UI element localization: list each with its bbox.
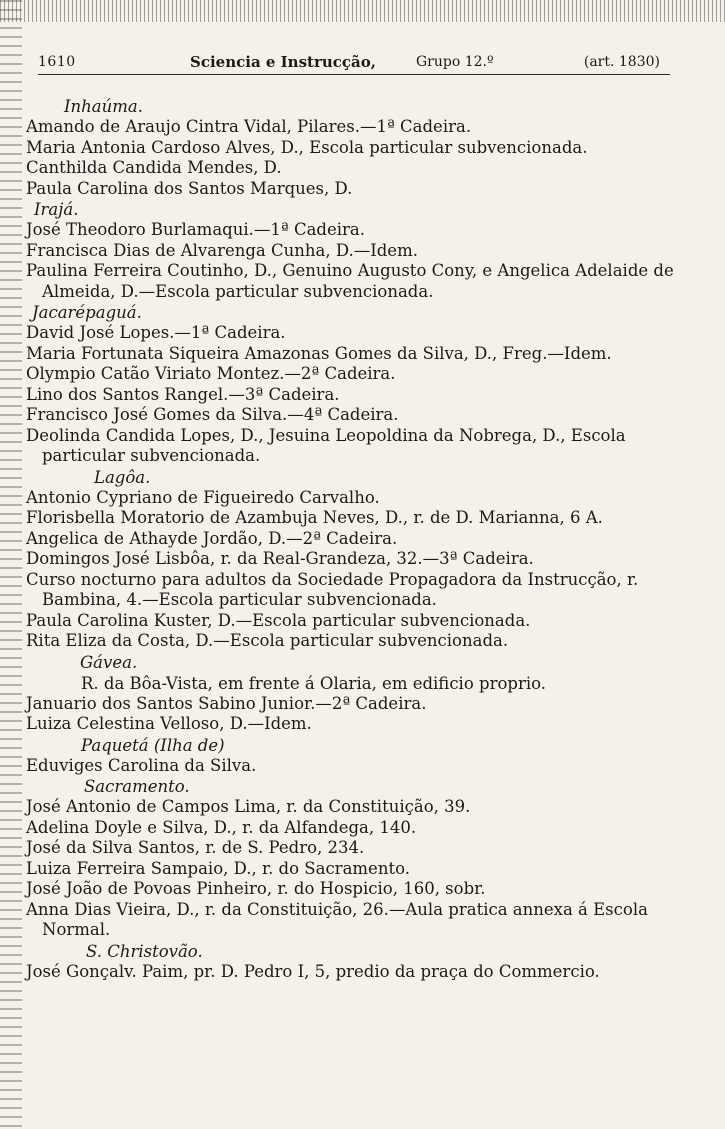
scan-binding-edge bbox=[0, 0, 22, 1129]
list-item: José Gonçalv. Paim, pr. D. Pedro I, 5, predio da praça do Commercio. bbox=[26, 961, 600, 981]
section-title: Sacramento. bbox=[84, 777, 190, 796]
list-item: Amando de Araujo Cintra Vidal, Pilares.—1ª Cadeira. bbox=[26, 117, 472, 136]
section-title: Jacarépaguá. bbox=[32, 303, 142, 322]
list-item: Adelina Doyle e Silva, D., r. da Alfandega, 140. bbox=[26, 817, 417, 837]
list-item: Luiza Celestina Velloso, D.—Idem. bbox=[26, 714, 312, 733]
running-title: Sciencia e Instrucção, bbox=[190, 53, 376, 71]
list-item: José da Silva Santos, r. de S. Pedro, 234. bbox=[26, 838, 365, 857]
list-item: José João de Povoas Pinheiro, r. do Hospicio, 160, sobr. bbox=[26, 879, 486, 898]
list-item: Domingos José Lisbôa, r. da Real-Grandeza, 32.—3ª Cadeira. bbox=[26, 549, 534, 568]
list-item: Paula Carolina Kuster, D.—Escola particular subvencionada. bbox=[26, 610, 531, 630]
list-item: Eduviges Carolina da Silva. bbox=[26, 755, 257, 775]
list-item: Maria Fortunata Siqueira Amazonas Gomes da Silva, D., Freg.—Idem. bbox=[26, 343, 612, 363]
list-item: Paulina Ferreira Coutinho, D., Genuino Augusto Cony, e Angelica Adelaide de Almeida, D.—Escola particular subvencionada. bbox=[26, 261, 674, 301]
section-title: Irajá. bbox=[34, 200, 79, 219]
page-number: 1610 bbox=[38, 54, 76, 70]
list-item: Januario dos Santos Sabino Junior.—2ª Cadeira. bbox=[26, 693, 427, 713]
scan-top-edge bbox=[0, 0, 725, 22]
list-item: Paula Carolina dos Santos Marques, D. bbox=[26, 178, 353, 198]
section bbox=[26, 941, 676, 983]
list-item: José Theodoro Burlamaqui.—1ª Cadeira. bbox=[26, 220, 365, 239]
list-item: Florisbella Moratorio de Azambuja Neves, D., r. de D. Marianna, 6 A. bbox=[26, 508, 603, 527]
section-title: S. Christovão. bbox=[86, 941, 203, 961]
list-item: Canthilda Candida Mendes, D. bbox=[26, 158, 282, 177]
section bbox=[26, 96, 676, 199]
directory-listing bbox=[26, 96, 676, 982]
list-item: David José Lopes.—1ª Cadeira. bbox=[26, 323, 286, 342]
list-item: Maria Antonia Cardoso Alves, D., Escola particular subvencionada. bbox=[26, 137, 588, 157]
list-item: José Antonio de Campos Lima, r. da Constituição, 39. bbox=[26, 797, 471, 816]
section-title: Paquetá (Ilha de) bbox=[81, 735, 225, 755]
list-item: Luiza Ferreira Sampaio, D., r. do Sacramento. bbox=[26, 858, 410, 878]
article-label: (art. 1830) bbox=[583, 54, 660, 70]
section-title: Inhaúma. bbox=[64, 97, 143, 116]
list-item: Antonio Cypriano de Figueiredo Carvalho. bbox=[26, 487, 380, 507]
list-item: Lino dos Santos Rangel.—3ª Cadeira. bbox=[26, 384, 340, 404]
group-label: Grupo 12.º bbox=[416, 54, 494, 70]
list-item: Francisca Dias de Alvarenga Cunha, D.—Idem. bbox=[26, 240, 418, 260]
list-item: Francisco José Gomes da Silva.—4ª Cadeira. bbox=[26, 405, 399, 424]
list-item: Rita Eliza da Costa, D.—Escola particular subvencionada. bbox=[26, 631, 509, 650]
section bbox=[26, 735, 676, 777]
section-title: Gávea. bbox=[80, 652, 138, 672]
list-item: Deolinda Candida Lopes, D., Jesuina Leopoldina da Nobrega, D., Escola particular subvencionada. bbox=[26, 425, 626, 465]
section bbox=[26, 199, 676, 302]
section bbox=[26, 302, 676, 467]
section bbox=[26, 776, 676, 941]
page-header bbox=[38, 52, 670, 75]
section-title: Lagôa. bbox=[94, 467, 151, 487]
list-item: Curso nocturno para adultos da Sociedade Propagadora da Instrucção, r. Bambina, 4.—Escola particular subvencionada. bbox=[26, 569, 639, 609]
list-item: Anna Dias Vieira, D., r. da Constituição, 26.—Aula pratica annexa á Escola Normal. bbox=[26, 899, 648, 939]
section bbox=[26, 467, 676, 652]
section-note: R. da Bôa-Vista, em frente á Olaria, em edificio proprio. bbox=[81, 673, 547, 693]
list-item: Angelica de Athayde Jordão, D.—2ª Cadeira. bbox=[26, 528, 398, 548]
section bbox=[26, 652, 676, 735]
list-item: Olympio Catão Viriato Montez.—2ª Cadeira. bbox=[26, 364, 396, 383]
